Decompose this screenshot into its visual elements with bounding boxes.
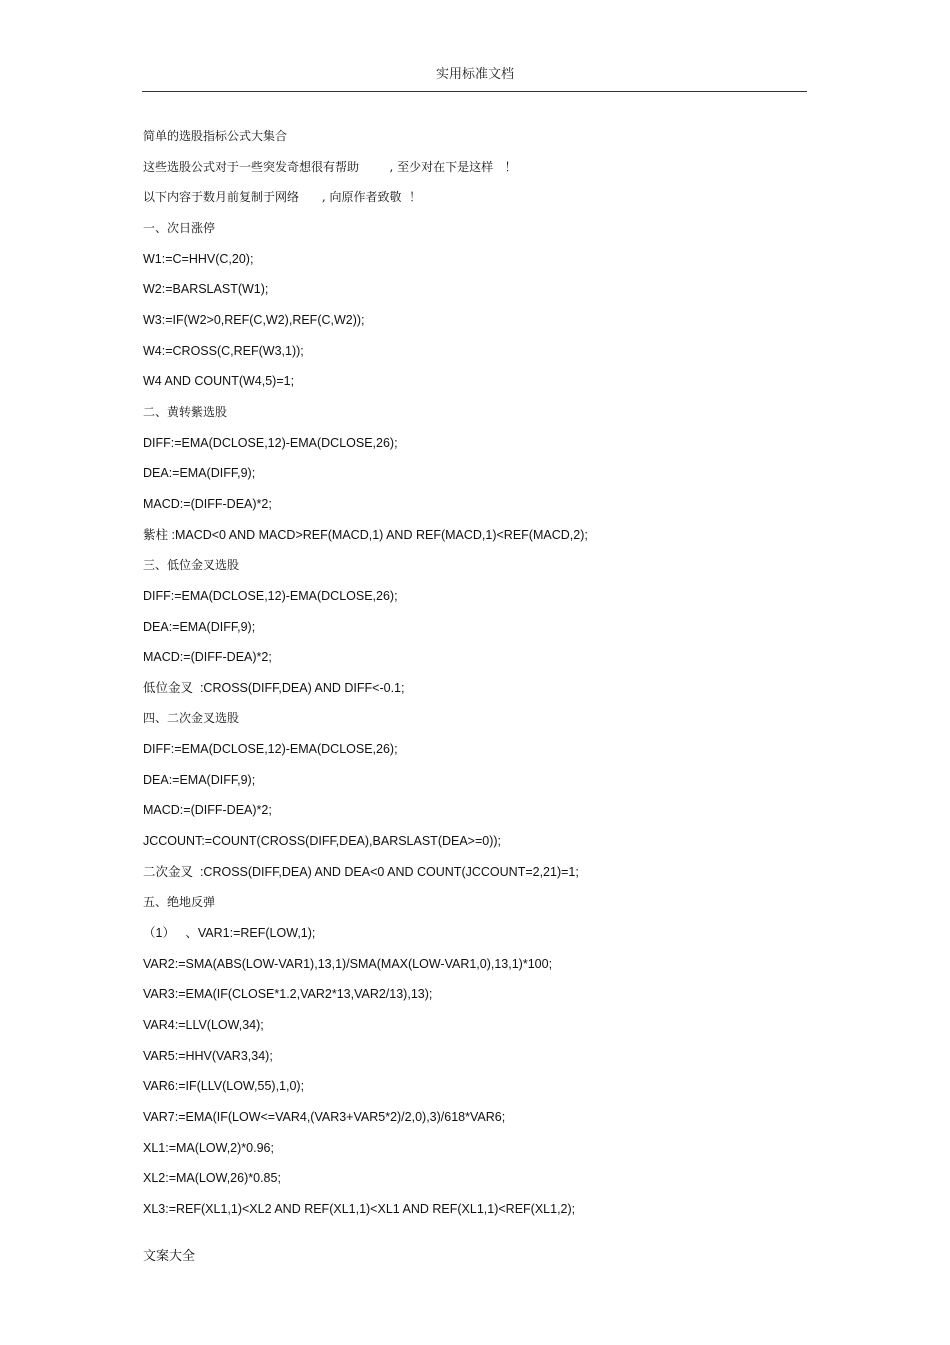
formula-line: W3:=IF(W2>0,REF(C,W2),REF(C,W2)); [143,312,365,327]
formula-line: VAR2:=SMA(ABS(LOW-VAR1),13,1)/SMA(MAX(LOW-VAR1,0),13,1)*100; [143,956,553,971]
formula-line: （1） 、VAR1:=REF(LOW,1); [143,926,316,941]
formula-line: VAR3:=EMA(IF(CLOSE*1.2,VAR2*13,VAR2/13),13); [143,987,433,1002]
formula-line: W1:=C=HHV(C,20); [143,251,254,266]
formula-line: DIFF:=EMA(DCLOSE,12)-EMA(DCLOSE,26); [143,742,398,757]
page-header-title: 实用标准文档 [435,67,514,82]
document-heading-line: 以下内容于数月前复制于网络 , 向原作者致敬 ！ [143,190,422,205]
document-heading-line: 四、二次金叉选股 [143,711,240,726]
header-divider [142,91,807,92]
formula-line: VAR6:=IF(LLV(LOW,55),1,0); [143,1079,305,1094]
formula-line: DIFF:=EMA(DCLOSE,12)-EMA(DCLOSE,26); [143,435,398,450]
formula-line: VAR4:=LLV(LOW,34); [143,1018,264,1033]
formula-line: W4:=CROSS(C,REF(W3,1)); [143,343,304,358]
formula-line: DEA:=EMA(DIFF,9); [143,772,256,787]
formula-line: VAR7:=EMA(IF(LOW<=VAR4,(VAR3+VAR5*2)/2,0),3)/618*VAR6; [143,1110,506,1124]
formula-line: 低位金叉 :CROSS(DIFF,DEA) AND DIFF<-0.1; [143,680,405,695]
formula-line: W4 AND COUNT(W4,5)=1; [143,374,295,389]
document-heading-line: 三、低位金叉选股 [143,558,240,573]
formula-line: XL2:=MA(LOW,26)*0.85; [143,1171,281,1186]
formula-line: DIFF:=EMA(DCLOSE,12)-EMA(DCLOSE,26); [143,588,398,603]
formula-line: XL1:=MA(LOW,2)*0.96; [143,1140,274,1155]
formula-line: JCCOUNT:=COUNT(CROSS(DIFF,DEA),BARSLAST(DEA>=0)); [143,834,502,849]
formula-line: MACD:=(DIFF-DEA)*2; [143,803,272,818]
page-footer-text: 文案大全 [143,1249,196,1264]
document-heading-line: 一、次日涨停 [143,220,216,235]
formula-line: MACD:=(DIFF-DEA)*2; [143,650,272,665]
formula-line: W2:=BARSLAST(W1); [143,282,269,297]
document-heading-line: 二、黄转紫选股 [143,404,228,419]
formula-line: DEA:=EMA(DIFF,9); [143,466,256,481]
document-body [143,126,803,1230]
document-heading-line: 这些选股公式对于一些突发奇想很有帮助 , 至少对在下是这样 ！ [143,159,517,174]
formula-line: 紫柱 :MACD<0 AND MACD>REF(MACD,1) AND REF(MACD,1)<REF(MACD,2); [143,527,588,542]
formula-line: VAR5:=HHV(VAR3,34); [143,1048,273,1063]
formula-line: DEA:=EMA(DIFF,9); [143,619,256,634]
formula-line: XL3:=REF(XL1,1)<XL2 AND REF(XL1,1)<XL1 AND REF(XL1,1)<REF(XL1,2); [143,1201,576,1216]
document-heading-line: 简单的选股指标公式大集合 [143,129,288,143]
formula-line: MACD:=(DIFF-DEA)*2; [143,496,272,511]
formula-line: 二次金叉 :CROSS(DIFF,DEA) AND DEA<0 AND COUNT(JCCOUNT=2,21)=1; [143,864,579,879]
document-heading-line: 五、绝地反弹 [143,895,216,910]
